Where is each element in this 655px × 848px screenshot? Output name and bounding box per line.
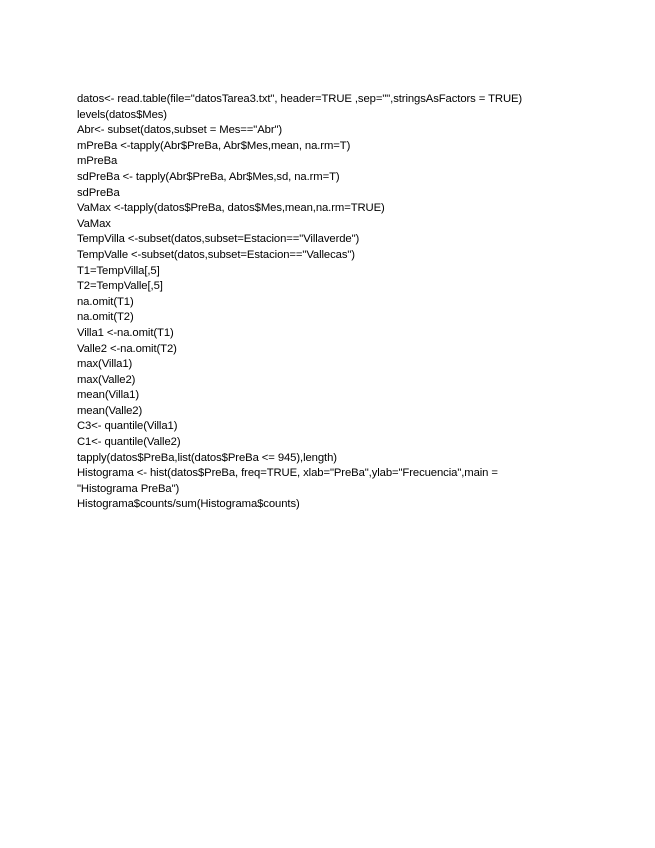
code-line: TempVilla <-subset(datos,subset=Estacion=="Villaverde") xyxy=(77,233,360,246)
code-line: Histograma <- hist(datos$PreBa, freq=TRUE, xlab="PreBa",ylab="Frecuencia",main = xyxy=(77,467,498,480)
code-line: T1=TempVilla[,5] xyxy=(77,264,160,277)
code-line: max(Villa1) xyxy=(77,358,133,371)
code-line: mean(Valle2) xyxy=(77,404,143,417)
code-line: datos<- read.table(file="datosTarea3.txt", header=TRUE ,sep="",stringsAsFactors = TRUE) xyxy=(77,93,523,105)
code-line: Villa1 <-na.omit(T1) xyxy=(77,326,174,339)
code-line: mean(Villa1) xyxy=(77,389,140,402)
code-line: na.omit(T2) xyxy=(77,311,134,324)
code-line: na.omit(T1) xyxy=(77,295,134,308)
code-line: VaMax xyxy=(77,217,111,230)
code-line: Histograma$counts/sum(Histograma$counts) xyxy=(77,498,300,511)
code-line: max(Valle2) xyxy=(77,373,136,386)
code-line: VaMax <-tapply(datos$PreBa, datos$Mes,mean,na.rm=TRUE) xyxy=(77,202,385,215)
code-line: Valle2 <-na.omit(T2) xyxy=(77,342,177,355)
code-line: tapply(datos$PreBa,list(datos$PreBa <= 945),length) xyxy=(77,451,337,464)
code-line: TempValle <-subset(datos,subset=Estacion=="Vallecas") xyxy=(77,248,355,261)
code-line: C3<- quantile(Villa1) xyxy=(77,420,178,433)
r-code-block xyxy=(77,92,577,513)
code-line: "Histograma PreBa") xyxy=(77,482,180,495)
code-line: Abr<- subset(datos,subset = Mes=="Abr") xyxy=(77,124,283,137)
code-line: mPreBa xyxy=(77,155,118,168)
code-line: mPreBa <-tapply(Abr$PreBa, Abr$Mes,mean, na.rm=T) xyxy=(77,139,351,152)
code-line: sdPreBa xyxy=(77,186,120,199)
code-line: C1<- quantile(Valle2) xyxy=(77,436,181,449)
code-line: sdPreBa <- tapply(Abr$PreBa, Abr$Mes,sd, na.rm=T) xyxy=(77,170,340,183)
code-line: levels(datos$Mes) xyxy=(77,108,167,121)
code-line: T2=TempValle[,5] xyxy=(77,280,163,293)
